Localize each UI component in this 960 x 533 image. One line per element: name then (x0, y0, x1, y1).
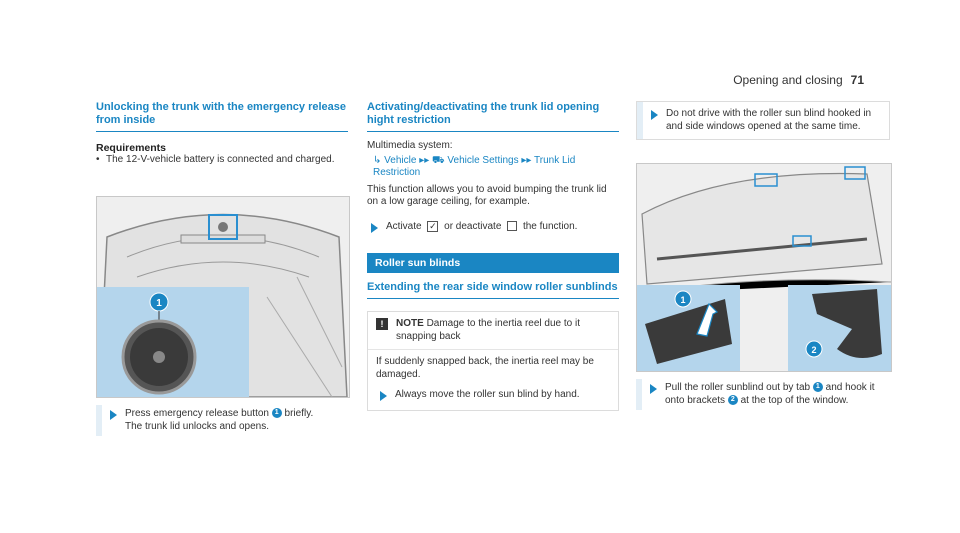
step-arrow-icon (371, 223, 378, 233)
step-text-b: briefly. (284, 408, 314, 419)
left-title: Unlocking the trunk with the emergency release from inside (96, 101, 348, 132)
note-step (368, 387, 618, 410)
warning-box (636, 101, 890, 140)
checkbox-empty-icon (507, 221, 517, 231)
step-text-c: at the top of the window. (740, 394, 849, 406)
warning-text: Do not drive with the roller sun blind hooked in and side windows opened at the same time. (666, 108, 872, 132)
callout-1: 1 (156, 298, 162, 309)
activate-step (367, 221, 619, 234)
step-arrow-icon (650, 384, 657, 394)
note-content (396, 318, 610, 343)
activate-text (386, 221, 577, 234)
warning-icon: ! (376, 318, 388, 330)
note-step-text: Always move the roller sun blind by hand. (395, 389, 580, 401)
step-arrow-icon (380, 391, 387, 401)
callout-2-label: 2 (811, 345, 817, 355)
or-label: or deactivate (444, 220, 502, 232)
description-text: This function allows you to avoid bumping the trunk lid on a low garage ceiling, for example. (367, 183, 607, 207)
path-settings[interactable]: Vehicle Settings (447, 154, 519, 166)
bullet-icon: • (96, 154, 100, 165)
requirement-text: The 12-V-vehicle battery is connected and charged. (106, 154, 335, 165)
left-step-text (125, 408, 313, 433)
chevron-right-icon: ▸▸ (521, 154, 532, 166)
note-label: NOTE (396, 318, 424, 330)
extend-title: Extending the rear side window roller sunblinds (367, 281, 619, 299)
roller-sunblind-illustration (636, 163, 892, 372)
step-arrow-icon (110, 410, 117, 420)
note-header (368, 312, 618, 350)
callout-2-icon: 2 (728, 395, 738, 405)
note-box (367, 311, 619, 411)
step-text-a: Press emergency release button (125, 408, 269, 419)
callout-1-label: 1 (680, 295, 686, 305)
trunk-emergency-release-illustration (96, 196, 350, 398)
trunk-interior-drawing (97, 197, 349, 397)
left-column (96, 101, 348, 167)
page-number: 71 (850, 73, 864, 87)
section-name: Opening and closing (733, 73, 843, 87)
callout-1-icon: 1 (813, 382, 823, 392)
note-body: If suddenly snapped back, the inertia reel may be damaged. (376, 356, 594, 380)
step-text-c: The trunk lid unlocks and opens. (125, 420, 269, 432)
requirements-label: Requirements (96, 142, 167, 154)
step-text-b: and hook it onto brackets (665, 382, 875, 406)
function-label: the function. (522, 220, 578, 232)
right-step (636, 379, 890, 410)
left-step (96, 405, 348, 436)
right-step-text (665, 382, 890, 407)
callout-1-icon: 1 (272, 408, 282, 418)
return-arrow-icon: ↳ (373, 154, 382, 166)
right-column (636, 101, 890, 140)
path-restriction[interactable]: Trunk Lid Restriction (373, 154, 576, 178)
path-vehicle[interactable]: Vehicle (384, 154, 417, 166)
multimedia-label: Multimedia system: (367, 140, 453, 151)
menu-path (367, 155, 619, 180)
chevron-right-icon: ▸▸ (419, 154, 430, 166)
pull-sunblind-step (636, 379, 890, 410)
press-release-step (96, 405, 348, 436)
warning-step (637, 102, 889, 139)
requirement-item (96, 154, 348, 167)
car-icon: ⛟ (432, 154, 445, 166)
page-header (733, 73, 864, 87)
step-text-a: Pull the roller sunblind out by tab (665, 382, 811, 393)
step-arrow-icon (651, 110, 658, 120)
middle-column (367, 101, 619, 411)
checkbox-checked-icon: ✓ (429, 220, 437, 231)
middle-title: Activating/deactivating the trunk lid opening hight restriction (367, 101, 619, 132)
roller-section-header: Roller sun blinds (367, 253, 619, 273)
note-text: Damage to the inertia reel due to it snapping back (396, 318, 580, 342)
activate-label: Activate (386, 220, 422, 232)
rear-window-drawing (637, 164, 891, 371)
